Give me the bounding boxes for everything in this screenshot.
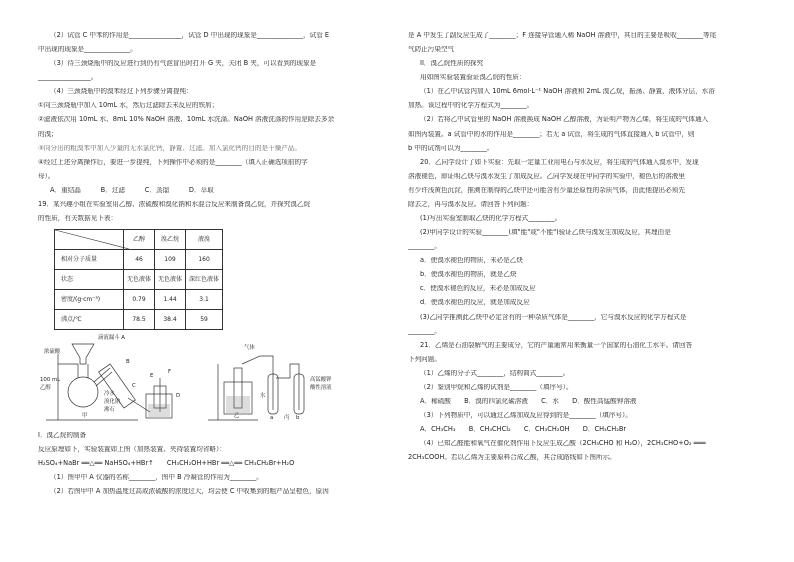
text-line: （1）图甲中 A 仪器的名称________，图中 B 冷凝管的作用为________。 [50, 474, 263, 482]
question-19: 19．某兴趣小组在实验室用乙醇、浓硫酸和溴化钠和水混合反应来制备溴乙烷，并探究溴乙烷 [38, 200, 311, 208]
text-line: 的性质，有关数据见下表： [38, 215, 118, 223]
table-cell: 160 [186, 250, 223, 270]
text-line: （4）已知乙醛能和氧气在催化剂作用下反应生成乙酸（2CH₃CHO 和 H₂O），2CH₃CHO+O₂ ═══ [420, 440, 706, 448]
option-line: a．使溴水褪色的物质，未必是乙炔 [420, 257, 523, 265]
apparatus-diagram [38, 334, 390, 424]
label-b-tube: b [296, 415, 300, 422]
table-row [55, 310, 223, 330]
table-corner-cell [55, 230, 124, 250]
table-cell: 38.4 [155, 310, 186, 330]
option-line: d．使溴水褪色的反应，就是加成反应 [420, 299, 530, 307]
text-line: 中出现的现象是______________。 [38, 46, 137, 54]
text-line: 反应原理如下，实验装置如上图（加热装置、夹持装置均省略）： [38, 446, 226, 454]
equation-line: H₂SO₄+NaBr ══△══ NaHSO₄+HBr↑ CH₃CH₂OH+HBr ══△══ CH₃CH₂Br+H₂O [38, 460, 295, 468]
text-line: ________________。 [38, 74, 98, 82]
text-line: （2）若将乙中试管里的 NaOH 溶液换成 NaOH 乙醇溶液，为证明产物为乙烯，将生成的气体通入 [420, 116, 709, 124]
text-line: （1）在乙中试管内加入 10mL 6mol·L⁻¹ NaOH 溶液和 2mL 溴乙烷，振荡、静置，液体分层，水浴 [420, 88, 715, 96]
table-cell: 3.1 [186, 290, 223, 310]
table-cell: 0.79 [124, 290, 155, 310]
label-zeolite: 沸石 [104, 407, 115, 414]
text-line: 是 A 中发生了副反应生成了________；F 连接导管通入稀 NaOH 溶液中，其目的主要是吸收________等尾 [408, 32, 717, 39]
text-line: 除去之，再与溴水反应。请回答下列问题： [408, 200, 534, 208]
table-cell: 109 [155, 250, 186, 270]
option-line: c．使溴水褪色的反应，未必是加成反应 [420, 285, 536, 293]
text-line: 用如图实验装置验证溴乙烷的性质： [420, 74, 526, 82]
table-row [55, 270, 223, 290]
table-cell: 无色液体 [155, 270, 186, 290]
table-cell: 无色液体 [124, 270, 155, 290]
table-header: 液溴 [186, 230, 223, 250]
text-line: 下列问题。 [408, 355, 441, 363]
label-dropping-funnel: 滴液漏斗 A [98, 335, 125, 342]
options-line: A．CH₃CH₃ B．CH₃CHCl₂ C．CH₃CH₂OH D．CH₃CH₂Br [420, 426, 627, 434]
text-line: （2）试管 C 中苯的作用是________________，试管 D 中出现的现象是______________，试管 E [50, 32, 330, 39]
text-line: （2）若图甲中 A 加热温度过高或浓硫酸的浓度过大，均会使 C 中收集到的粗产品呈橙色，原因 [50, 488, 329, 496]
text-line: (2)甲同学设计的实验________(填"能"或"不能")验证乙炔与溴发生加成反应，其理由是 [420, 229, 671, 237]
table-cell: 78.5 [124, 310, 155, 330]
section-title: II．溴乙烷性质的探究 [420, 60, 484, 68]
section-title: I．溴乙烷的制备 [38, 432, 87, 440]
table-header: 溴乙烷 [155, 230, 186, 250]
table-cell: 1.44 [155, 290, 186, 310]
label-volume: 100 mL [40, 377, 61, 384]
question-21: 21．乙烯是石油裂解气的主要成分，它的产量通常用来衡量一个国家的石油化工水平。请回答 [420, 341, 693, 349]
right-column [408, 32, 760, 468]
label-gas: 气体 [244, 345, 255, 352]
label-jia: 甲 [82, 413, 88, 420]
text-line: （1）乙烯的分子式________，结构简式________。 [420, 369, 570, 377]
label-e: E [150, 373, 154, 380]
table-row [55, 250, 223, 270]
text-line: （2）鉴别甲烷和乙烯的试剂是________（填序号）。 [420, 383, 573, 391]
row-label: 相对分子质量 [55, 250, 124, 270]
option-line: b．使溴水褪色的物质，就是乙炔 [420, 271, 517, 279]
text-line: ________。 [408, 243, 441, 251]
options-line: A．稀硫酸 B．溴的四氯化碳溶液 C．水 D．酸性高锰酸钾溶液 [420, 398, 637, 406]
label-yi: 乙 [234, 413, 240, 420]
row-label: 密度/(g·cm⁻³) [55, 290, 124, 310]
label-bing: 丙 [284, 415, 290, 422]
text-line: (1)写出实验室制取乙炔的化学方程式________。 [420, 215, 562, 223]
text-line: b 中的试剂可以为________。 [408, 144, 494, 152]
property-table [54, 229, 223, 330]
text-line: 2CH₃COOH。若以乙烯为主要原料合成乙酸，其合成路线如下图所示。 [408, 454, 616, 462]
label-b: B [126, 359, 130, 366]
text-line: 溶液褪色，即证明乙炔与溴水发生了加成反应。乙同学发现在甲同学的实验中，褪色后的溶液里 [408, 172, 685, 180]
row-label: 状态 [55, 270, 124, 290]
text-line: ④经过上述分离操作后，要进一步提纯，下列操作中必须的是________（填入正确选项前的字 [38, 158, 308, 166]
text-line: ③向分出的粗溴苯中加入少量的无水氯化钙，静置、过滤。加入氯化钙的目的是干燥产品。 [38, 144, 302, 152]
text-line: （4）三颈烧瓶中的溴苯经过下列步骤分离提纯： [50, 88, 193, 96]
text-line: （3）下列物质中，可以通过乙烯加成反应得到的是________（填序号）。 [420, 412, 632, 420]
text-line: (3)乙同学推测此乙炔中必定含有的一种杂质气体是________，它与溴水反应的化学方程式是 [420, 313, 687, 321]
text-line: ①向三颈烧瓶中加入 10mL 水，然后过滤除去未反应的铁屑； [38, 102, 219, 110]
label-ethanol: 乙醇 [40, 385, 51, 392]
row-label: 沸点/℃ [55, 310, 124, 330]
table-header: 乙醇 [124, 230, 155, 250]
label-acidic-solution: 酸性溶液 [310, 385, 332, 392]
options-line: A．重结晶 B．过滤 C．蒸馏 D．萃取 [50, 186, 214, 194]
table-cell: 46 [124, 250, 155, 270]
apparatus-drawing [38, 334, 390, 424]
label-water: 水 [260, 393, 266, 400]
label-a: a [270, 415, 274, 422]
table-header-row [55, 230, 223, 250]
table-cell: 深红色液体 [186, 270, 223, 290]
label-f: F [168, 369, 172, 376]
diagonal-line [55, 230, 129, 249]
text-line: 气防止污染空气 [408, 46, 455, 54]
left-column [38, 32, 390, 502]
question-20: 20．乙同学设计了如下实验：先取一定量工业用电石与水反应，将生成的气体通入溴水中，发现 [420, 158, 699, 166]
text-line: 母）。 [38, 172, 55, 180]
label-nabr: 溴化钠 [104, 399, 121, 406]
text-line: 有少许浅黄色沉淀，推测在制得的乙炔中还可能含有少量还原性的杂质气体，由此他提出必须先 [408, 186, 685, 194]
table-row [55, 290, 223, 310]
label-d: D [176, 393, 181, 400]
label-acid: 浓硫酸 [44, 349, 61, 356]
label-kmno4: 高锰酸钾 [310, 377, 332, 384]
label-cold-water: 冷水 [104, 391, 115, 398]
text-line: 的溴； [38, 130, 58, 138]
text-line: 如图丙装置。a 试管中的水的作用是________；若无 a 试管，将生成的气体直接通入 b 试管中，则 [408, 130, 695, 138]
text-line: 加热。该过程中的化学方程式为________。 [408, 102, 534, 110]
table-cell: 59 [186, 310, 223, 330]
text-line: ________。 [408, 327, 441, 335]
label-c: C [132, 383, 136, 390]
text-line: ②滤液依次用 10mL 水、8mL 10% NaOH 溶液、10mL 水洗涤。NaOH 溶液洗涤的作用是除去多余 [38, 116, 335, 124]
text-line: （3）待三颈烧瓶中的反应进行到仍有气泡冒出时打开 G 夹，关闭 B 夹，可以看到的现象是 [50, 60, 317, 68]
